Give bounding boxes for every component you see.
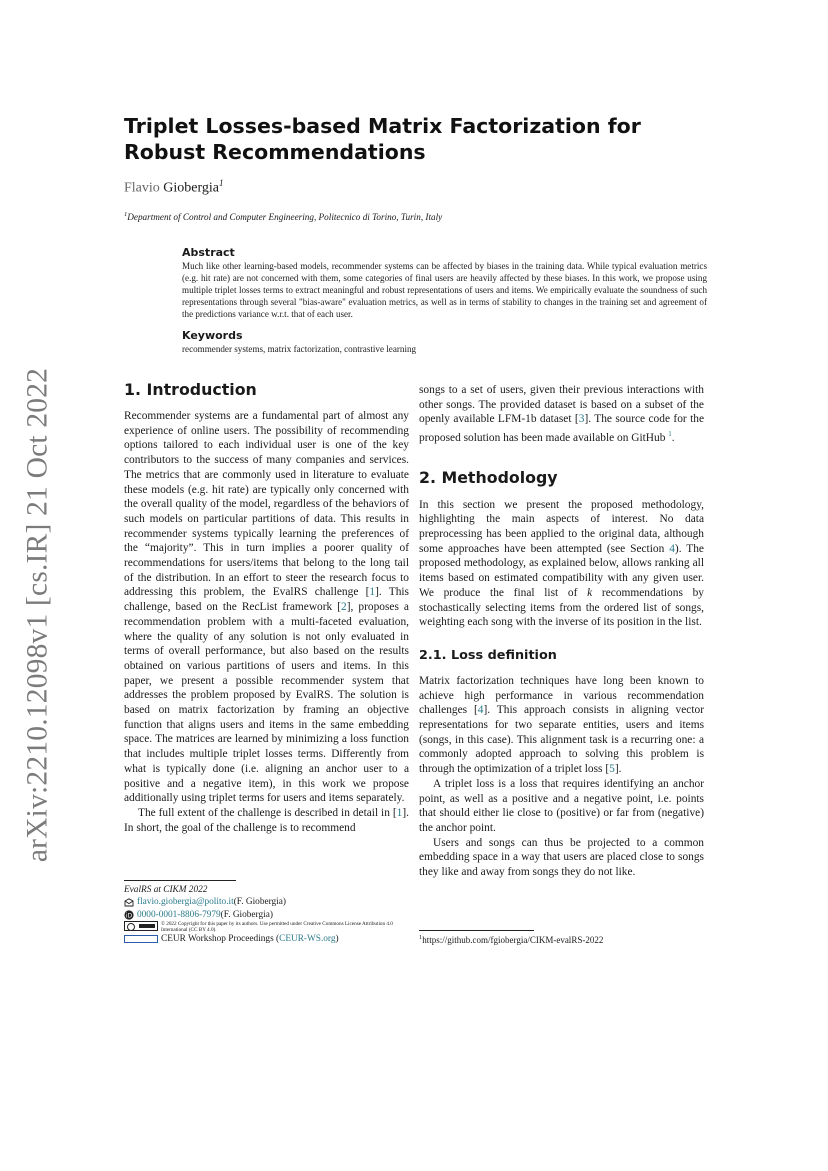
affiliation-mark: 1 [124, 211, 128, 218]
email-row: flavio.giobergia@polito.it (F. Giobergia) [124, 896, 424, 908]
license-row [124, 921, 424, 933]
ceur-row: CEUR Workshop Proceedings ( CEUR-WS.org ) [124, 933, 424, 945]
orcid-row: iD 0000-0001-8806-7979 (F. Giobergia) [125, 909, 273, 920]
footnote-mark[interactable]: 1 [668, 430, 672, 439]
ceur-logo-icon [124, 935, 158, 943]
section-heading-introduction: 1. Introduction [124, 380, 257, 399]
ceur-link[interactable]: CEUR-WS.org [279, 934, 336, 945]
abstract-heading: Abstract [182, 246, 235, 259]
author-line [124, 178, 224, 197]
abstract-section [182, 246, 707, 320]
citation-link[interactable]: 1 [396, 806, 403, 819]
affiliation [124, 211, 442, 222]
citation-link[interactable]: 2 [341, 601, 347, 614]
right-column [419, 383, 704, 880]
section-heading-methodology: 2. Methodology [419, 467, 558, 487]
citation-link[interactable]: 1 [369, 586, 376, 599]
author-affiliation-mark: 1 [219, 178, 224, 188]
citation-link[interactable]: 5 [609, 763, 615, 776]
keywords-heading: Keywords [182, 329, 243, 342]
keywords-text: recommender systems, matrix factorization, contrastive learning [182, 344, 417, 354]
intro-paragraph-3: songs to a set of users, given their previous interactions with other songs. The provided dataset is based on a subset of the openly available LFM-1b dataset [3]. The source code for the proposed solution has been made available on GitHub $^1$. [419, 384, 704, 444]
copyright-text: © 2022 Copyright for this paper by its authors. Use permitted under Creative Commons License Attribution 4.0 International (CC BY 4.0). [161, 921, 393, 934]
loss-paragraph-1: Matrix factorization techniques have long been known to achieve high performance in various recommendation challenges [4]. This approach consists in aligning vector representations for two separate entities, users and items (songs, in this case). This alignment task is a recurring one: a commonly adopted approach to solving this problem is through the optimization of a triplet loss [5]. [419, 674, 704, 776]
section-link[interactable]: 4 [669, 542, 675, 555]
intro-paragraph-1: Recommender systems are a fundamental part of almost any experience of online users. The possibility of recommending options tailored to each individual user is one of the key contributors to the success of many companies and services. The metrics that are commonly used in literature to evaluate these models (e.g. hit rate) are typically only concerned with the overall quality of the model, regardless of the behaviors of such models on particular partitions of data. This results in recommender systems typically learning the preferences of the “majority”. This in turn implies a poorer quality of recommendations for users/items that belong to the long tail of the distribution. In an effort to steer the research focus to addressing this problem, the EvalRS challenge [1]. This challenge, based on the RecList framework [2], proposes a recommendation problem with a multi-faceted evaluation, where the quality of any solution is not only evaluated in terms of overall performance, but also based on the results obtained on various partitions of users and items. In this paper, we present a possible recommender system that addresses the problem proposed by EvalRS. The solution is based on matrix factorization by framing an objective function that aligns users and items in the same embedding space. The matrices are learned by minimizing a loss function that includes multiple triplet losses terms. Differently from what is typically done (i.e. aligning an anchor user to a positive and a negative item), in this work we propose additionally using triplet terms for users and items separately. [124, 410, 409, 805]
intro-paragraph-2: The full extent of the challenge is described in detail in [1]. In short, the goal of the challenge is to recommend [124, 806, 409, 834]
footnote-rule-left [124, 880, 236, 881]
orcid-icon [124, 910, 134, 920]
subsection-heading-loss: 2.1. Loss definition [419, 647, 557, 663]
paper-metadata [124, 884, 424, 946]
orcid-link[interactable]: 0000-0001-8806-7979 [137, 909, 221, 920]
citation-link[interactable]: 3 [578, 413, 585, 426]
envelope-icon [124, 898, 134, 907]
footnote-rule-right [419, 930, 534, 931]
svg-text:iD: iD [125, 912, 133, 920]
loss-paragraph-3: Users and songs can thus be projected to a common embedding space in a way that users are placed close to songs they like and away from songs they do not like. [419, 836, 704, 879]
footnote [419, 934, 603, 945]
method-paragraph-1: In this section we present the proposed methodology, highlighting the main aspects of interest. No data preprocessing has been applied to the original data, although some approaches have been attempted (see Section 4). The proposed methodology, as explained below, allows ranking all items based on estimated compatibility with any given user. We produce the final list of k recommendations by stochastically selecting items from the ordered list of songs, weighting each song with the inverse of its position in the list. [419, 498, 704, 629]
citation-link[interactable]: 4 [477, 704, 484, 717]
footnote-number: 1 [419, 934, 423, 941]
arxiv-sidebar [14, 367, 62, 863]
affiliation-text: Department of Control and Computer Engineering, Politecnico di Torino, Turin, Italy [127, 212, 443, 223]
cc-by-badge-icon [124, 921, 158, 931]
loss-paragraph-2: A triplet loss is a loss that requires identifying an anchor point, as well as a positive and a negative point, i.e. points that should either lie close to (positive) or far from (negative) the anchor point. [419, 777, 704, 834]
venue: EvalRS at CIKM 2022 [124, 885, 208, 895]
abstract-text: Much like other learning-based models, recommender systems can be affected by biases in the training data. While typical evaluation metrics (e.g. hit rate) are not concerned with them, some categories of final users are heavily affected by these biases. In this work, we propose using multiple triplet losses terms to extract meaningful and robust representations of users and items. We empirically evaluate the soundness of such representations through several "bias-aware" evaluation metrics, as well as in terms of stability to changes in the training set and agreement of the predictions variance w.r.t. that of each user. [182, 261, 707, 319]
footnote-url[interactable]: https://github.com/fgiobergia/CIKM-evalRS-2022 [422, 935, 604, 945]
email-link[interactable]: flavio.giobergia@polito.it [137, 897, 234, 908]
paper-title: Triplet Losses-based Matrix Factorization for Robust Recommendations [124, 114, 641, 164]
author-first-name: Flavio [124, 180, 160, 196]
left-column [124, 380, 409, 835]
author-last-name: Giobergia [163, 180, 220, 196]
arxiv-identifier: arXiv:2210.12098v1 [cs.IR] 21 Oct 2022 [21, 367, 54, 863]
keywords-section [182, 329, 707, 355]
